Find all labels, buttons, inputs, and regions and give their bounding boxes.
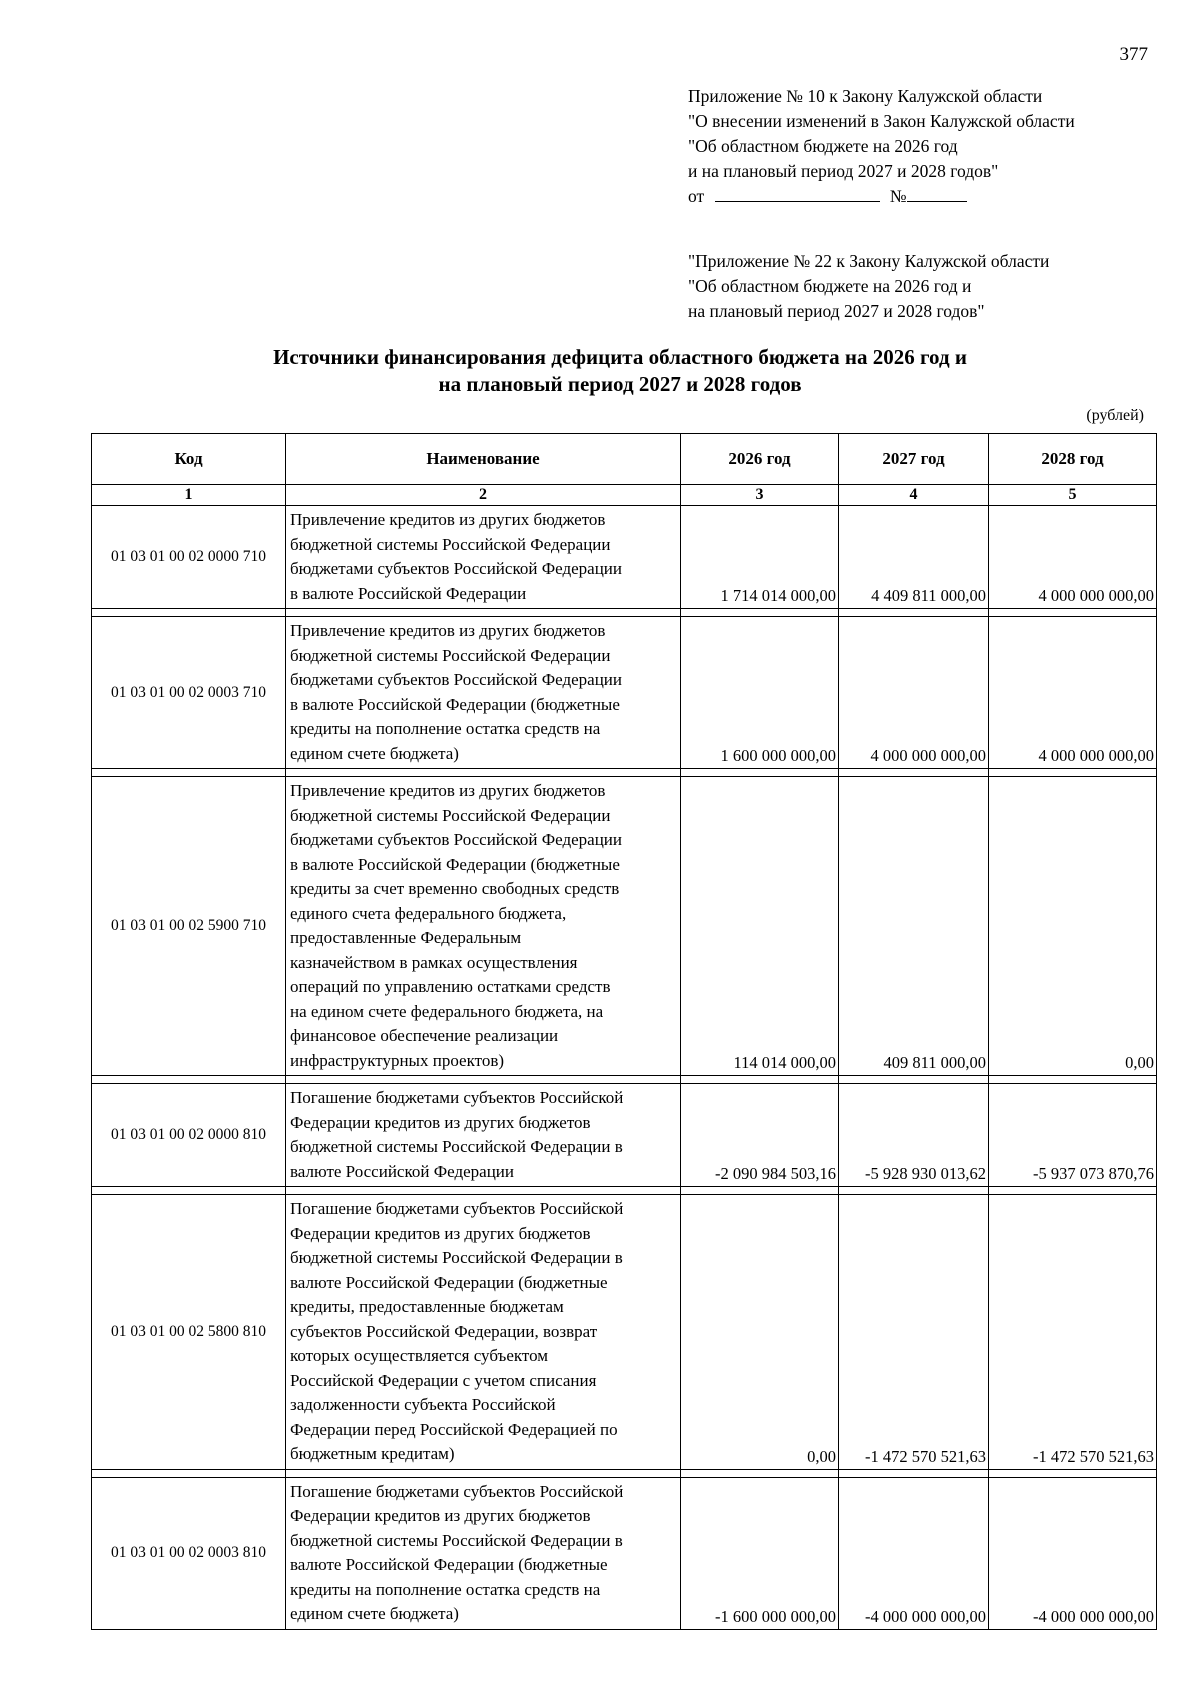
amount-2028-cell: 4 000 000 000,00 bbox=[989, 506, 1157, 609]
column-number: 4 bbox=[839, 485, 989, 506]
financing-sources-table bbox=[91, 433, 1157, 1630]
amount-2027-cell: 4 000 000 000,00 bbox=[839, 617, 989, 769]
separator-cell bbox=[681, 609, 839, 617]
name-line: бюджетной системы Российской Федерации в bbox=[290, 1530, 623, 1550]
name-line: инфраструктурных проектов) bbox=[290, 1050, 505, 1070]
name-line: на едином счете федерального бюджета, на bbox=[290, 1001, 604, 1021]
annex-original-line: "Об областном бюджете на 2026 год и bbox=[688, 276, 972, 296]
separator-cell bbox=[989, 609, 1157, 617]
separator-cell bbox=[92, 1187, 286, 1195]
separator-cell bbox=[286, 769, 681, 777]
separator-cell bbox=[286, 609, 681, 617]
amount-2027-cell: -4 000 000 000,00 bbox=[839, 1477, 989, 1629]
annex-original-line: "Приложение № 22 к Закону Калужской области bbox=[688, 251, 1050, 271]
title-line: на плановый период 2027 и 2028 годов bbox=[438, 372, 802, 396]
name-line: Привлечение кредитов из других бюджетов bbox=[290, 781, 606, 800]
name-line: операций по управлению остатками средств bbox=[290, 977, 611, 996]
separator-cell bbox=[681, 1187, 839, 1195]
header-2028: 2028 год bbox=[989, 434, 1157, 485]
name-line: Погашение бюджетами субъектов Российской bbox=[290, 1199, 624, 1218]
amount-2028-cell: 0,00 bbox=[989, 777, 1157, 1076]
name-cell bbox=[286, 1477, 681, 1629]
name-line: валюте Российской Федерации bbox=[290, 1161, 514, 1181]
annex-amendment-line: "О внесении изменений в Закон Калужской области bbox=[688, 111, 1075, 131]
row-separator bbox=[92, 1187, 1157, 1195]
name-line: Федерации кредитов из других бюджетов bbox=[290, 1112, 591, 1132]
separator-cell bbox=[92, 769, 286, 777]
table-row bbox=[92, 617, 1157, 769]
name-line: Привлечение кредитов из других бюджетов bbox=[290, 621, 606, 640]
header-2027: 2027 год bbox=[839, 434, 989, 485]
name-line: в валюте Российской Федерации bbox=[290, 583, 527, 603]
name-line: Погашение бюджетами субъектов Российской bbox=[290, 1088, 624, 1107]
name-line: кредиты на пополнение остатка средств на bbox=[290, 719, 601, 738]
row-separator bbox=[92, 769, 1157, 777]
annex-amendment-line: "Об областном бюджете на 2026 год bbox=[688, 136, 958, 156]
separator-cell bbox=[989, 769, 1157, 777]
table-row bbox=[92, 777, 1157, 1076]
row-separator bbox=[92, 1076, 1157, 1084]
code-cell: 01 03 01 00 02 0000 810 bbox=[92, 1084, 286, 1187]
code-cell: 01 03 01 00 02 0003 710 bbox=[92, 617, 286, 769]
name-line: бюджетами субъектов Российской Федерации bbox=[290, 830, 622, 849]
column-number: 3 bbox=[681, 485, 839, 506]
amount-2026-cell: 114 014 000,00 bbox=[681, 777, 839, 1076]
name-line: в валюте Российской Федерации (бюджетные bbox=[290, 854, 620, 874]
page-number: 377 bbox=[1119, 44, 1148, 65]
name-line: бюджетным кредитам) bbox=[290, 1444, 455, 1463]
name-line: едином счете бюджета) bbox=[290, 743, 459, 763]
name-line: Федерации кредитов из других бюджетов bbox=[290, 1506, 591, 1525]
code-cell: 01 03 01 00 02 5900 710 bbox=[92, 777, 286, 1076]
name-line: бюджетной системы Российской Федерации bbox=[290, 805, 611, 825]
header-name: Наименование bbox=[286, 434, 681, 485]
code-cell: 01 03 01 00 02 0000 710 bbox=[92, 506, 286, 609]
name-line: бюджетами субъектов Российской Федерации bbox=[290, 559, 622, 578]
number-blank bbox=[907, 200, 967, 202]
separator-cell bbox=[839, 1076, 989, 1084]
amount-2026-cell: -2 090 984 503,16 bbox=[681, 1084, 839, 1187]
name-line: кредиты, предоставленные бюджетам bbox=[290, 1297, 564, 1316]
separator-cell bbox=[839, 769, 989, 777]
table-row bbox=[92, 1084, 1157, 1187]
name-line: бюджетной системы Российской Федерации в bbox=[290, 1137, 623, 1156]
name-line: валюте Российской Федерации (бюджетные bbox=[290, 1272, 608, 1292]
header-code: Код bbox=[92, 434, 286, 485]
column-number: 2 bbox=[286, 485, 681, 506]
name-line: кредиты на пополнение остатка средств на bbox=[290, 1579, 601, 1599]
from-label: от bbox=[688, 186, 705, 206]
header-row bbox=[92, 434, 1157, 485]
separator-cell bbox=[286, 1187, 681, 1195]
name-line: Погашение бюджетами субъектов Российской bbox=[290, 1481, 624, 1501]
annex-original-line: на плановый период 2027 и 2028 годов" bbox=[688, 301, 985, 321]
table-body bbox=[92, 506, 1157, 1630]
code-cell: 01 03 01 00 02 0003 810 bbox=[92, 1477, 286, 1629]
amount-2026-cell: 1 600 000 000,00 bbox=[681, 617, 839, 769]
name-line: кредиты за счет временно свободных средств bbox=[290, 879, 620, 898]
table-row bbox=[92, 506, 1157, 609]
name-line: задолженности субъекта Российской bbox=[290, 1395, 556, 1414]
header-2026: 2026 год bbox=[681, 434, 839, 485]
separator-cell bbox=[989, 1187, 1157, 1195]
signature-line bbox=[688, 184, 1075, 209]
column-number-row bbox=[92, 485, 1157, 506]
name-line: бюджетной системы Российской Федерации в bbox=[290, 1248, 623, 1267]
name-line: бюджетной системы Российской Федерации bbox=[290, 534, 611, 554]
amount-2027-cell: -5 928 930 013,62 bbox=[839, 1084, 989, 1187]
amount-2027-cell: 4 409 811 000,00 bbox=[839, 506, 989, 609]
amount-2026-cell: 0,00 bbox=[681, 1195, 839, 1470]
name-line: в валюте Российской Федерации (бюджетные bbox=[290, 694, 620, 714]
name-line: финансовое обеспечение реализации bbox=[290, 1026, 559, 1045]
separator-cell bbox=[92, 1076, 286, 1084]
separator-cell bbox=[286, 1469, 681, 1477]
row-separator bbox=[92, 609, 1157, 617]
separator-cell bbox=[989, 1076, 1157, 1084]
amount-2026-cell: 1 714 014 000,00 bbox=[681, 506, 839, 609]
name-line: субъектов Российской Федерации, возврат bbox=[290, 1321, 598, 1341]
separator-cell bbox=[681, 1469, 839, 1477]
row-separator bbox=[92, 1469, 1157, 1477]
amount-2028-cell: -4 000 000 000,00 bbox=[989, 1477, 1157, 1629]
amount-2026-cell: -1 600 000 000,00 bbox=[681, 1477, 839, 1629]
name-line: валюте Российской Федерации (бюджетные bbox=[290, 1555, 608, 1574]
name-line: казначейством в рамках осуществления bbox=[290, 952, 578, 972]
name-line: предоставленные Федеральным bbox=[290, 928, 522, 947]
date-blank bbox=[715, 200, 880, 202]
amount-2028-cell: -5 937 073 870,76 bbox=[989, 1084, 1157, 1187]
separator-cell bbox=[92, 1469, 286, 1477]
separator-cell bbox=[681, 769, 839, 777]
title-line: Источники финансирования дефицита областного бюджета на 2026 год и bbox=[273, 345, 967, 369]
name-line: Федерации кредитов из других бюджетов bbox=[290, 1223, 591, 1243]
separator-cell bbox=[839, 1469, 989, 1477]
document-title bbox=[0, 344, 1200, 398]
separator-cell bbox=[286, 1076, 681, 1084]
annex-amendment-line: Приложение № 10 к Закону Калужской области bbox=[688, 86, 1043, 106]
name-line: единого счета федерального бюджета, bbox=[290, 903, 567, 923]
table-row bbox=[92, 1195, 1157, 1470]
annex-original-header bbox=[688, 249, 1049, 324]
name-line: Федерации перед Российской Федерацией по bbox=[290, 1419, 618, 1439]
code-cell: 01 03 01 00 02 5800 810 bbox=[92, 1195, 286, 1470]
column-number: 5 bbox=[989, 485, 1157, 506]
separator-cell bbox=[92, 609, 286, 617]
annex-amendment-line: и на плановый период 2027 и 2028 годов" bbox=[688, 161, 999, 181]
separator-cell bbox=[681, 1076, 839, 1084]
name-line: Привлечение кредитов из других бюджетов bbox=[290, 510, 606, 529]
amount-2028-cell: -1 472 570 521,63 bbox=[989, 1195, 1157, 1470]
name-cell bbox=[286, 1195, 681, 1470]
units-label: (рублей) bbox=[1086, 407, 1144, 424]
name-cell bbox=[286, 777, 681, 1076]
name-line: бюджетной системы Российской Федерации bbox=[290, 645, 611, 665]
column-number: 1 bbox=[92, 485, 286, 506]
separator-cell bbox=[839, 609, 989, 617]
annex-amendment-header bbox=[688, 84, 1075, 209]
name-cell bbox=[286, 506, 681, 609]
name-line: едином счете бюджета) bbox=[290, 1604, 459, 1623]
separator-cell bbox=[839, 1187, 989, 1195]
name-cell bbox=[286, 617, 681, 769]
separator-cell bbox=[989, 1469, 1157, 1477]
name-line: бюджетами субъектов Российской Федерации bbox=[290, 670, 622, 689]
name-cell bbox=[286, 1084, 681, 1187]
number-label: № bbox=[889, 186, 907, 206]
name-line: Российской Федерации с учетом списания bbox=[290, 1370, 597, 1390]
name-line: которых осуществляется субъектом bbox=[290, 1346, 549, 1365]
table-row bbox=[92, 1477, 1157, 1629]
amount-2028-cell: 4 000 000 000,00 bbox=[989, 617, 1157, 769]
amount-2027-cell: 409 811 000,00 bbox=[839, 777, 989, 1076]
amount-2027-cell: -1 472 570 521,63 bbox=[839, 1195, 989, 1470]
